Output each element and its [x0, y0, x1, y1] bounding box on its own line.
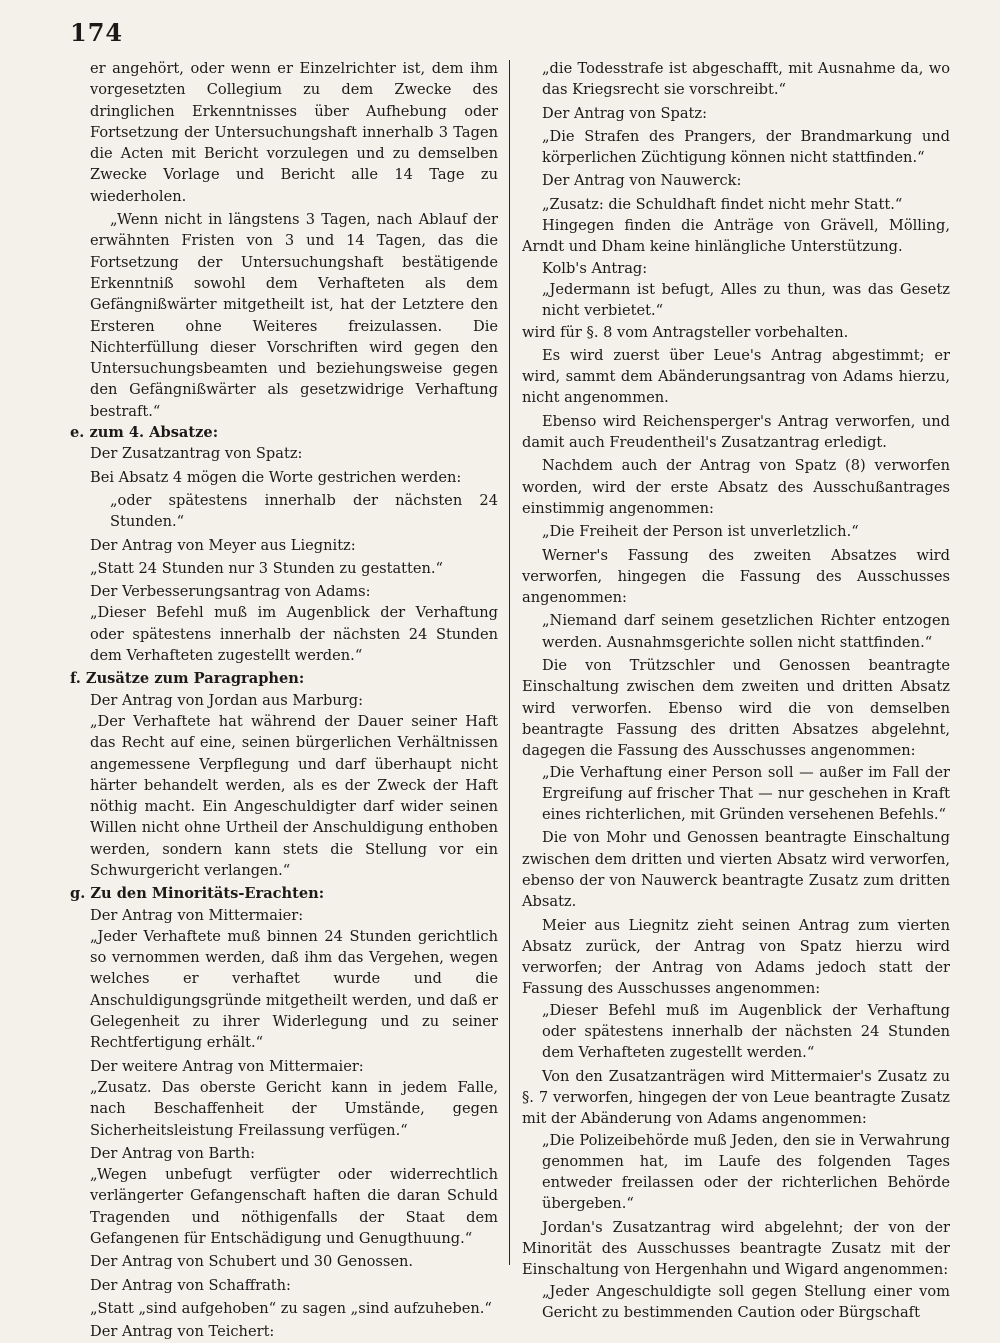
paragraph: g. Zu den Minoritäts-Erachten: — [70, 885, 325, 903]
paragraph: Der Antrag von Spatz: — [542, 104, 707, 122]
paragraph: „Dieser Befehl muß im Augenblick der Verhaftung oder spätestens innerhalb der nächsten 24 Stunden dem Verhafteten zugestellt werden.“ — [90, 604, 498, 665]
paragraph: „Statt „sind aufgehoben“ zu sagen „sind aufzuheben.“ — [90, 1299, 492, 1317]
paragraph: Der Antrag von Mittermaier: — [90, 906, 304, 924]
right-column — [522, 58, 950, 1323]
paragraph: „Die Strafen des Prangers, der Brandmarkung und körperlichen Züchtigung können nicht stattfinden.“ — [542, 127, 950, 167]
paragraph: er angehört, oder wenn er Einzelrichter ist, dem ihm vorgesetzten Collegium zu dem Zwecke des dringlichen Erkenntnisses über Aufhebung oder Fortsetzung der Untersuchungshaft innerhalb 3 Tagen die Acten mit Bericht vorzulegen und zu demselben Zwecke Vorlage und Bericht alle 14 Tage zu wiederholen. — [90, 60, 498, 205]
paragraph: „Der Verhaftete hat während der Dauer seiner Haft das Recht auf eine, seinen bürgerlichen Verhältnissen angemessene Verpflegung und darf überhaupt nicht härter behandelt werden, als es der Zweck der Haft nöthig macht. Ein Angeschuldigter darf wider seinen Willen nicht ohne Urtheil der Anschuldigung enthoben werden, sondern kann stets die Stellung vor ein Schwurgericht verlangen.“ — [90, 712, 498, 879]
paragraph: „Wenn nicht in längstens 3 Tagen, nach Ablauf der erwähnten Fristen von 3 und 14 Tagen, das die Fortsetzung der Untersuchungshaft bestätigende Erkenntniß sowohl dem Verhafteten als dem Gefängnißwärter mitgetheilt ist, hat der Letztere den Ersteren ohne Weiteres freizulassen. Die Nichterfüllung dieser Vorschriften wird gegen den Untersuchungsbeamten und beziehungsweise gegen den Gefängnißwärter als gesetzwidrige Verhaftung bestraft.“ — [90, 211, 498, 420]
column-divider — [509, 60, 510, 1265]
paragraph: „Jedermann ist befugt, Alles zu thun, was das Gesetz nicht verbietet.“ — [542, 280, 950, 320]
paragraph: „Jeder Angeschuldigte soll gegen Stellung einer vom Gericht zu bestimmenden Caution oder Bürgschaft — [542, 1282, 950, 1321]
paragraph: Ebenso wird Reichensperger's Antrag verworfen, und damit auch Freudentheil's Zusatzantrag erledigt. — [522, 412, 950, 452]
paragraph: Es wird zuerst über Leue's Antrag abgestimmt; er wird, sammt dem Abänderungsantrag von Adams hierzu, nicht angenommen. — [522, 346, 950, 407]
paragraph: „Die Freiheit der Person ist unverletzlich.“ — [542, 523, 859, 541]
paragraph: Werner's Fassung des zweiten Absatzes wird verworfen, hingegen die Fassung des Ausschusses angenommen: — [522, 546, 950, 607]
paragraph: „Zusatz. Das oberste Gericht kann in jedem Falle, nach Beschaffenheit der Umstände, gegen Sicherheitsleistung Freilassung verfügen.“ — [90, 1078, 498, 1139]
paragraph: Der Antrag von Nauwerck: — [542, 172, 742, 190]
paragraph: „die Todesstrafe ist abgeschafft, mit Ausnahme da, wo das Kriegsrecht sie vorschreibt.“ — [542, 60, 950, 99]
paragraph: „Die Verhaftung einer Person soll — außer im Fall der Ergreifung auf frischer That — nur geschehen in Kraft eines richterlichen, mit Gründen versehenen Befehls.“ — [542, 763, 950, 824]
paragraph: „Wegen unbefugt verfügter oder widerrechtlich verlängerter Gefangenschaft haften die daran Schuld Tragenden und nöthigenfalls der Staat dem Gefangenen für Entschädigung und Genugthuung.“ — [90, 1166, 498, 1248]
paragraph: Der Antrag von Schubert und 30 Genossen. — [90, 1253, 414, 1271]
paragraph: „Niemand darf seinem gesetzlichen Richter entzogen werden. Ausnahmsgerichte sollen nicht stattfinden.“ — [542, 612, 950, 651]
paragraph: Der Antrag von Meyer aus Liegnitz: — [90, 536, 356, 554]
page-number: 174 — [70, 18, 124, 47]
paragraph: Die von Trützschler und Genossen beantragte Einschaltung zwischen dem zweiten und dritten Absatz wird verworfen. Ebenso wird die von demselben beantragte Fassung des dritten Absatzes abgelehnt, dagegen die Fassung des Ausschusses angenommen: — [522, 657, 950, 760]
paragraph: „Zusatz: die Schuldhaft findet nicht mehr Statt.“ — [542, 195, 903, 213]
paragraph: „Dieser Befehl muß im Augenblick der Verhaftung oder spätestens innerhalb der nächsten 24 Stunden dem Verhafteten zugestellt werden.“ — [542, 1001, 950, 1062]
paragraph: Der Antrag von Jordan aus Marburg: — [90, 691, 363, 709]
left-column — [70, 58, 498, 1343]
paragraph: Bei Absatz 4 mögen die Worte gestrichen werden: — [90, 468, 462, 486]
paragraph: Hingegen finden die Anträge von Grävell, Mölling, Arndt und Dham keine hinlängliche Unterstützung. — [522, 217, 950, 256]
paragraph: Der Verbesserungsantrag von Adams: — [90, 583, 371, 601]
paragraph: „Die Polizeibehörde muß Jeden, den sie in Verwahrung genommen hat, im Laufe des folgenden Tages entweder freilassen oder der richterlichen Behörde übergeben.“ — [542, 1131, 950, 1213]
paragraph: „Jeder Verhaftete muß binnen 24 Stunden gerichtlich so vernommen werden, daß ihm das Vergehen, wegen welches er verhaftet wurde und die Anschuldigungsgründe mitgetheilt werden, und daß er Gelegenheit zu ihrer Widerlegung und zu seiner Rechtfertigung erhält.“ — [90, 927, 498, 1052]
paragraph: Der Antrag von Teichert: — [90, 1323, 275, 1341]
paragraph: Jordan's Zusatzantrag wird abgelehnt; der von der Minorität des Ausschusses beantragte Zusatz mit der Einschaltung von Hergenhahn und Wigard angenommen: — [522, 1218, 950, 1279]
paragraph: Der Antrag von Schaffrath: — [90, 1276, 291, 1294]
paragraph: Der Zusatzantrag von Spatz: — [90, 445, 303, 463]
paragraph: Die von Mohr und Genossen beantragte Einschaltung zwischen dem dritten und vierten Absatz wird verworfen, ebenso der von Nauwerck beantragte Zusatz zum dritten Absatz. — [522, 829, 950, 911]
paragraph: „oder spätestens innerhalb der nächsten 24 Stunden.“ — [110, 491, 498, 531]
paragraph: Von den Zusatzanträgen wird Mittermaier's Zusatz zu §. 7 verworfen, hingegen der von Leue beantragte Zusatz mit der Abänderung von Adams angenommen: — [522, 1067, 950, 1128]
paragraph: wird für §. 8 vom Antragsteller vorbehalten. — [522, 323, 849, 341]
paragraph: e. zum 4. Absatze: — [70, 424, 219, 442]
paragraph: Nachdem auch der Antrag von Spatz (8) verworfen worden, wird der erste Absatz des Ausschußantrages einstimmig angenommen: — [522, 457, 950, 517]
paragraph: „Statt 24 Stunden nur 3 Stunden zu gestatten.“ — [90, 559, 444, 577]
paragraph: f. Zusätze zum Paragraphen: — [70, 670, 305, 688]
paragraph: Meier aus Liegnitz zieht seinen Antrag zum vierten Absatz zurück, der Antrag von Spatz hierzu wird verworfen; der Antrag von Adams jedoch statt der Fassung des Ausschusses angenommen: — [522, 916, 950, 998]
paragraph: Der weitere Antrag von Mittermaier: — [90, 1057, 364, 1075]
paragraph: Kolb's Antrag: — [542, 259, 648, 277]
paragraph: Der Antrag von Barth: — [90, 1144, 256, 1162]
